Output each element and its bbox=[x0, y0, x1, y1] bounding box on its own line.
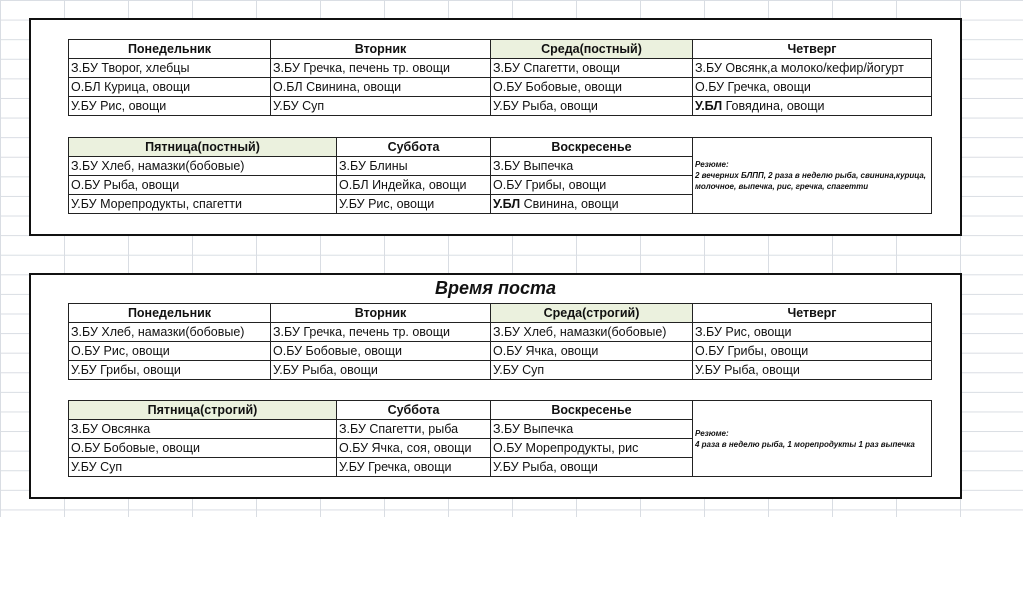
cell: З.БУ Творог, хлебцы bbox=[69, 59, 271, 78]
cell-text: Свинина, овощи bbox=[523, 197, 619, 211]
header-saturday: Суббота bbox=[337, 138, 491, 157]
cell: З.БУ Гречка, печень тр. овощи bbox=[271, 59, 491, 78]
cell: З.БУ Спагетти, рыба bbox=[337, 420, 491, 439]
header-wednesday: Среда(постный) bbox=[491, 40, 693, 59]
fast-week2-table bbox=[68, 400, 932, 477]
cell: У.БУ Суп bbox=[491, 361, 693, 380]
normal-week-block bbox=[29, 18, 962, 236]
cell bbox=[693, 97, 932, 116]
cell: О.БЛ Курица, овощи bbox=[69, 78, 271, 97]
cell: О.БУ Морепродукты, рис bbox=[491, 439, 693, 458]
cell: У.БУ Грибы, овощи bbox=[69, 361, 271, 380]
header-friday: Пятница(постный) bbox=[69, 138, 337, 157]
cell: З.БУ Выпечка bbox=[491, 157, 693, 176]
fast-week-block bbox=[29, 273, 962, 499]
cell: З.БУ Выпечка bbox=[491, 420, 693, 439]
cell: У.БУ Рыба, овощи bbox=[491, 97, 693, 116]
header-monday: Понедельник bbox=[69, 40, 271, 59]
cell: У.БУ Рыба, овощи bbox=[693, 361, 932, 380]
cell: У.БУ Гречка, овощи bbox=[337, 458, 491, 477]
cell: У.БУ Рыба, овощи bbox=[271, 361, 491, 380]
header-monday: Понедельник bbox=[69, 304, 271, 323]
normal-week2-table bbox=[68, 137, 932, 214]
header-thursday: Четверг bbox=[693, 40, 932, 59]
cell: О.БУ Гречка, овощи bbox=[693, 78, 932, 97]
header-friday: Пятница(строгий) bbox=[69, 401, 337, 420]
cell: О.БЛ Индейка, овощи bbox=[337, 176, 491, 195]
cell: З.БУ Овсянк,а молоко/кефир/йогурт bbox=[693, 59, 932, 78]
summary-text: 4 раза в неделю рыба, 1 морепродукты 1 раз выпечка bbox=[695, 439, 915, 449]
cell: З.БУ Гречка, печень тр. овощи bbox=[271, 323, 491, 342]
cell: О.БУ Грибы, овощи bbox=[693, 342, 932, 361]
cell: О.БУ Рис, овощи bbox=[69, 342, 271, 361]
header-saturday: Суббота bbox=[337, 401, 491, 420]
bold-prefix: У.БЛ bbox=[695, 99, 723, 113]
summary-cell bbox=[693, 138, 932, 214]
cell: О.БУ Ячка, соя, овощи bbox=[337, 439, 491, 458]
normal-week1-table bbox=[68, 39, 932, 116]
cell: О.БУ Грибы, овощи bbox=[491, 176, 693, 195]
cell bbox=[491, 195, 693, 214]
cell: У.БУ Рыба, овощи bbox=[491, 458, 693, 477]
fast-title: Время поста bbox=[435, 278, 556, 298]
cell: З.БУ Хлеб, намазки(бобовые) bbox=[491, 323, 693, 342]
summary-title: Резюме: bbox=[695, 428, 729, 438]
cell: З.БУ Хлеб, намазки(бобовые) bbox=[69, 157, 337, 176]
cell: О.БУ Бобовые, овощи bbox=[271, 342, 491, 361]
cell: З.БУ Рис, овощи bbox=[693, 323, 932, 342]
cell: У.БУ Суп bbox=[271, 97, 491, 116]
cell: У.БУ Суп bbox=[69, 458, 337, 477]
cell-text: Говядина, овощи bbox=[725, 99, 825, 113]
cell: О.БУ Рыба, овощи bbox=[69, 176, 337, 195]
header-thursday: Четверг bbox=[693, 304, 932, 323]
cell: У.БУ Рис, овощи bbox=[337, 195, 491, 214]
cell: У.БУ Морепродукты, спагетти bbox=[69, 195, 337, 214]
cell: З.БУ Спагетти, овощи bbox=[491, 59, 693, 78]
header-sunday: Воскресенье bbox=[491, 401, 693, 420]
cell: О.БУ Бобовые, овощи bbox=[491, 78, 693, 97]
fast-week1-table bbox=[68, 303, 932, 380]
header-sunday: Воскресенье bbox=[491, 138, 693, 157]
cell: О.БУ Бобовые, овощи bbox=[69, 439, 337, 458]
bold-prefix: У.БЛ bbox=[493, 197, 521, 211]
summary-text: 2 вечерних БЛПП, 2 раза в неделю рыба, свинина,курица, молочное, выпечка, рис, гречка, спагетти bbox=[695, 171, 927, 191]
summary-cell bbox=[693, 401, 932, 477]
cell: З.БУ Овсянка bbox=[69, 420, 337, 439]
summary-title: Резюме: bbox=[695, 160, 729, 169]
header-tuesday: Вторник bbox=[271, 304, 491, 323]
cell: О.БУ Ячка, овощи bbox=[491, 342, 693, 361]
header-wednesday: Среда(строгий) bbox=[491, 304, 693, 323]
cell: О.БЛ Свинина, овощи bbox=[271, 78, 491, 97]
cell: У.БУ Рис, овощи bbox=[69, 97, 271, 116]
cell: З.БУ Блины bbox=[337, 157, 491, 176]
cell: З.БУ Хлеб, намазки(бобовые) bbox=[69, 323, 271, 342]
header-tuesday: Вторник bbox=[271, 40, 491, 59]
